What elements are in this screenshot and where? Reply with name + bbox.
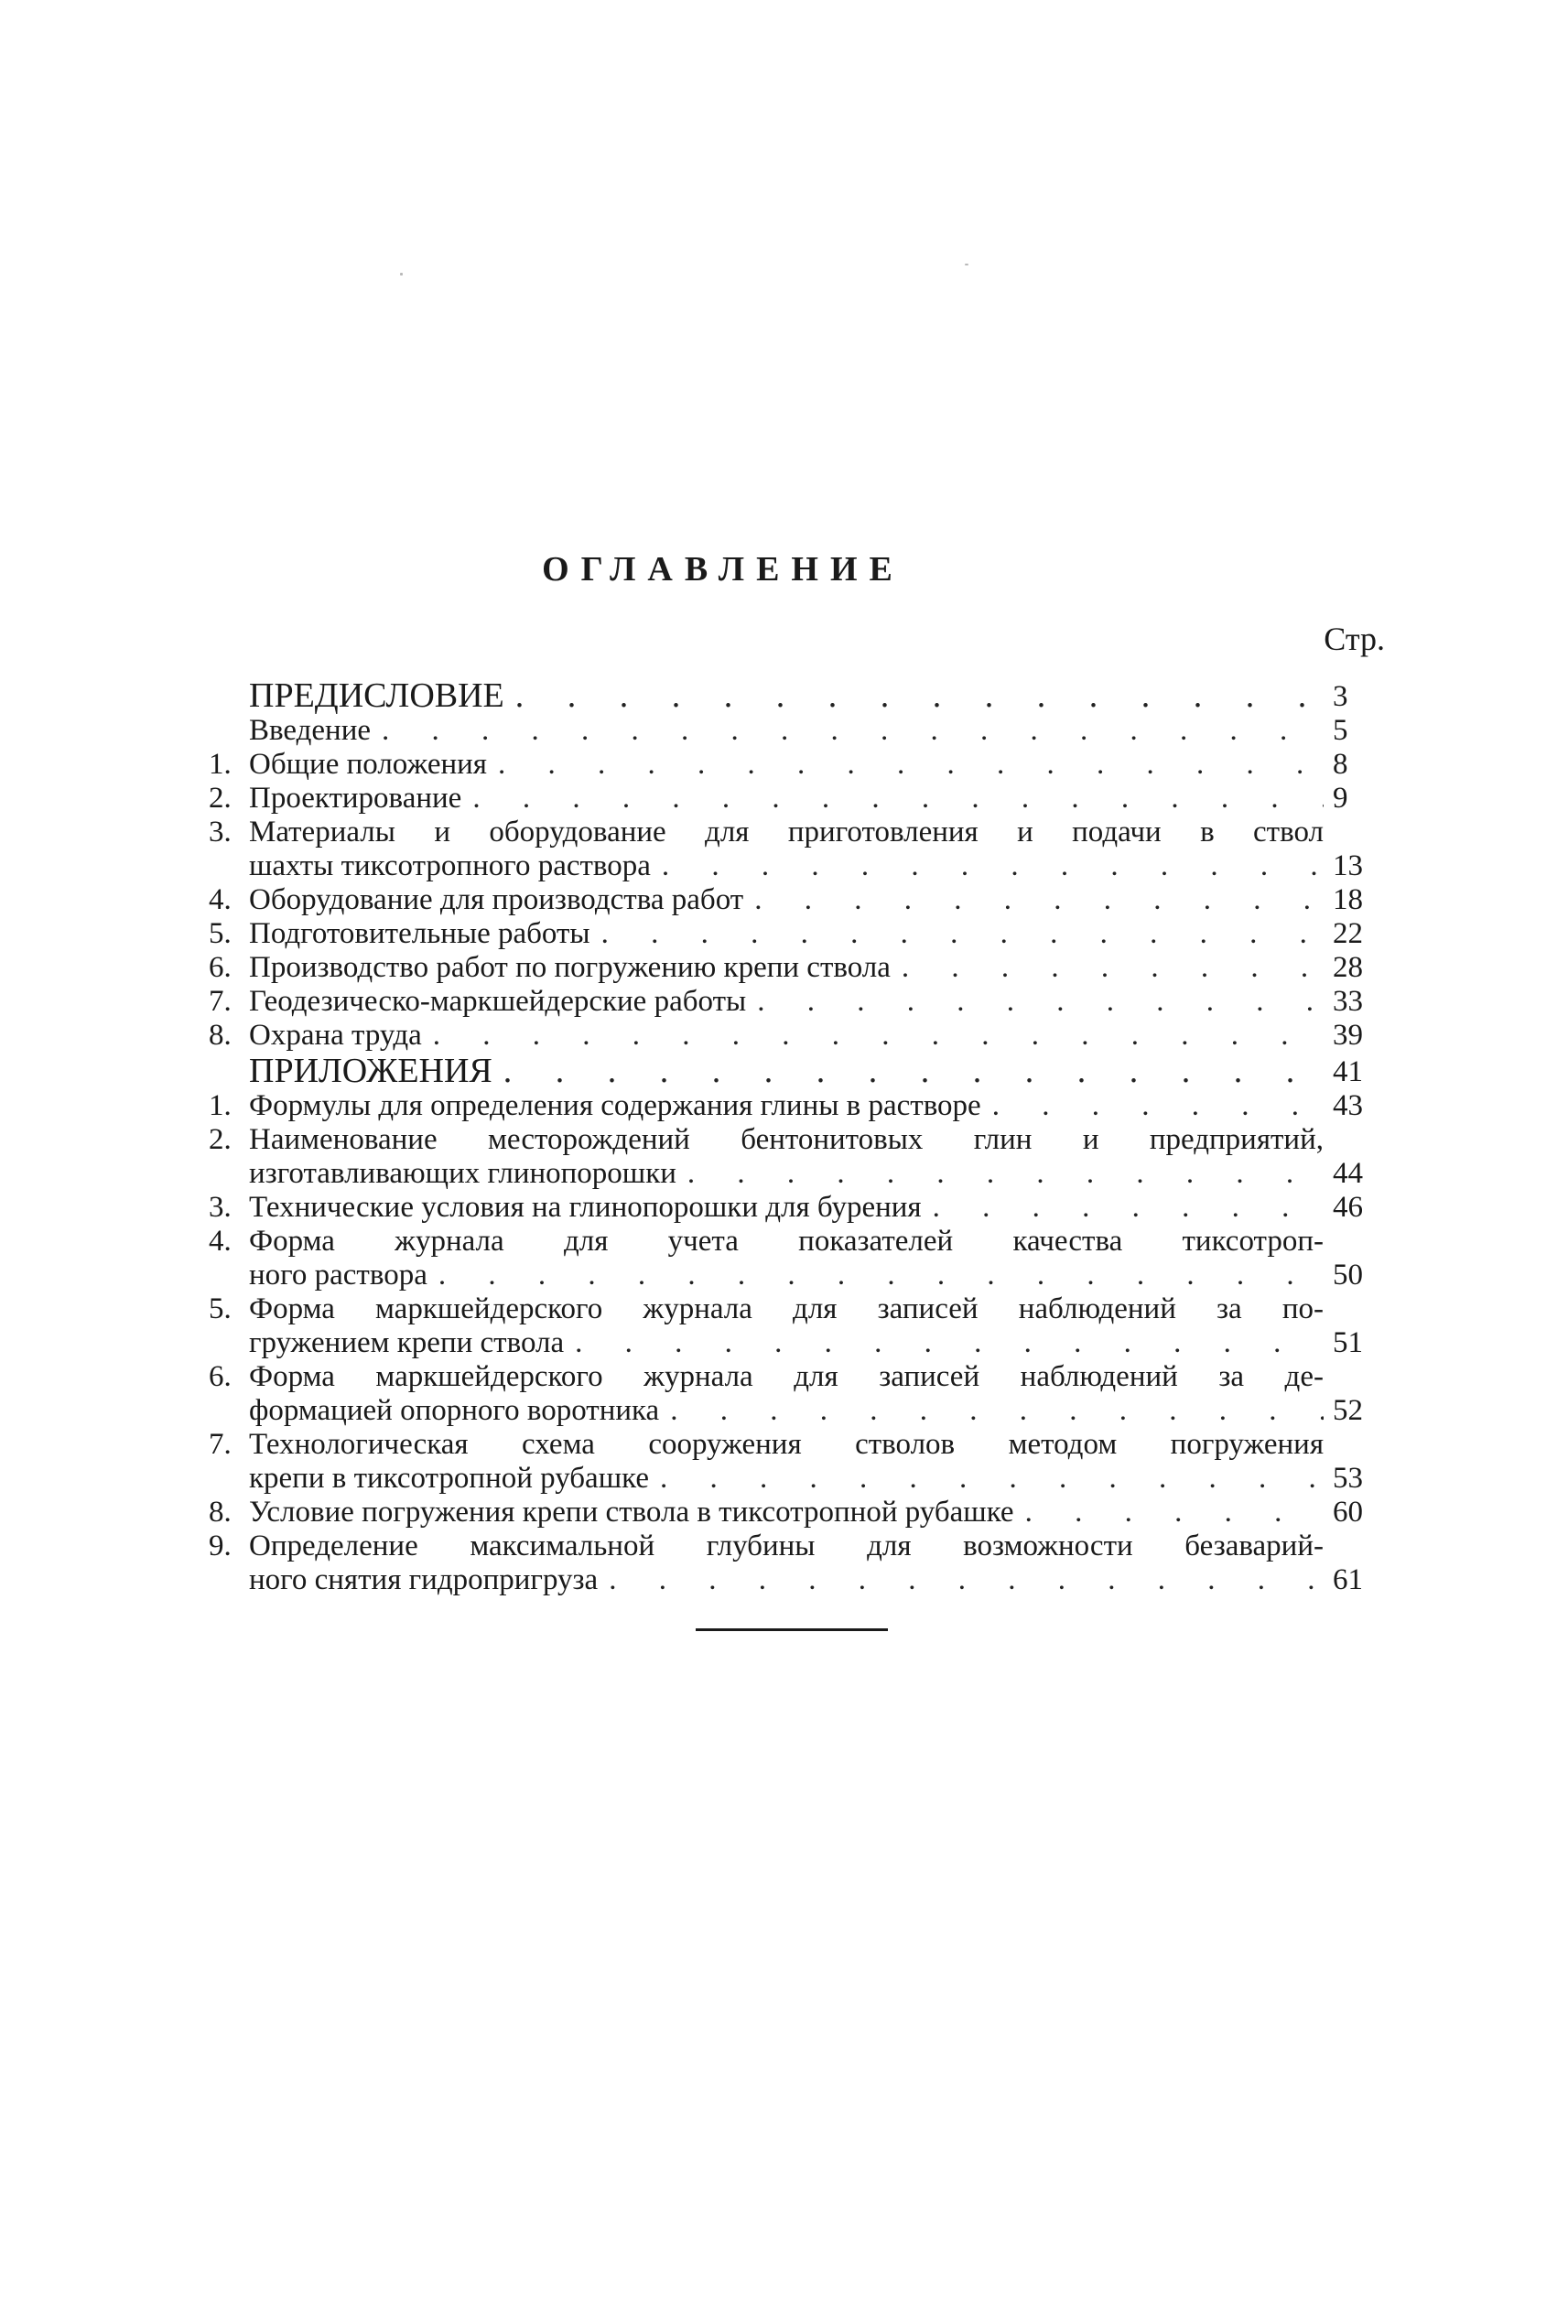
toc-entry-text — [249, 1019, 1324, 1053]
toc-entry — [209, 1292, 1388, 1360]
dot-leader — [651, 849, 1324, 883]
toc-entry — [209, 748, 1388, 782]
toc-entry-text — [249, 714, 1324, 748]
toc-entry-line — [249, 985, 1324, 1019]
dot-leader — [598, 1563, 1324, 1597]
toc-entry-title: Условие погружения крепи ствола в тиксотропной рубашке — [249, 1496, 1014, 1529]
toc-entry-title: формацией опорного воротника — [249, 1394, 660, 1427]
dot-leader — [422, 1019, 1324, 1053]
dot-leader — [891, 951, 1324, 985]
dot-leader — [427, 1259, 1324, 1292]
toc-page-number: 60 — [1333, 1496, 1363, 1529]
toc-entry-line — [249, 748, 1324, 782]
toc-entry — [209, 1019, 1388, 1053]
table-of-contents — [209, 677, 1388, 1597]
toc-section-heading — [209, 1053, 1388, 1089]
toc-entry-title: гружением крепи ствола — [249, 1326, 565, 1359]
toc-entry — [209, 1225, 1388, 1292]
toc-entry-number: 8. — [209, 1019, 232, 1052]
dot-leader — [922, 1191, 1324, 1225]
toc-entry-line — [249, 1428, 1324, 1462]
dot-leader — [676, 1157, 1324, 1191]
closing-rule — [696, 1628, 888, 1631]
toc-entry — [209, 1360, 1388, 1428]
toc-entry-text — [249, 1428, 1324, 1496]
toc-entry-number: 7. — [209, 985, 232, 1018]
dot-leader — [590, 917, 1324, 951]
toc-entry-text — [249, 1496, 1324, 1530]
toc-entry-line — [249, 677, 1324, 714]
toc-entry-title: Геодезическо-маркшейдерские работы — [249, 985, 747, 1018]
toc-entry-line — [249, 1360, 1324, 1394]
dot-leader — [504, 677, 1324, 714]
toc-entry-line — [249, 1089, 1324, 1123]
toc-entry-title: ПРИЛОЖЕНИЯ — [249, 1052, 492, 1090]
toc-entry-line — [249, 714, 1324, 748]
scan-speck — [965, 264, 968, 265]
page-column-label: Стр. — [1324, 621, 1385, 657]
toc-page-number: 5 — [1333, 714, 1348, 747]
toc-entry-number: 3. — [209, 816, 232, 849]
toc-entry-line — [249, 1563, 1324, 1597]
dot-leader — [371, 714, 1324, 748]
toc-entry-text — [249, 1191, 1324, 1225]
toc-entry-text — [249, 1053, 1324, 1089]
toc-page-number: 9 — [1333, 782, 1348, 815]
toc-entry-line — [249, 1157, 1324, 1191]
toc-page-number: 43 — [1333, 1089, 1363, 1122]
page-title: ОГЛАВЛЕНИЕ — [542, 550, 904, 589]
toc-entry-line — [249, 883, 1324, 917]
dot-leader — [649, 1462, 1324, 1496]
toc-page-number: 13 — [1333, 849, 1363, 882]
toc-entry-text — [249, 1123, 1324, 1191]
toc-page-number: 8 — [1333, 748, 1348, 781]
toc-entry-number: 9. — [209, 1530, 232, 1562]
toc-entry-title: ПРЕДИСЛОВИЕ — [249, 676, 504, 715]
scan-speck — [400, 273, 403, 276]
toc-page-number: 41 — [1333, 1055, 1363, 1088]
toc-entry-text — [249, 1530, 1324, 1597]
toc-entry-text — [249, 917, 1324, 951]
toc-page-number: 39 — [1333, 1019, 1363, 1052]
toc-entry — [209, 883, 1388, 917]
toc-entry-line — [249, 1191, 1324, 1225]
dot-leader — [743, 883, 1324, 917]
toc-entry-number: 4. — [209, 1225, 232, 1258]
dot-leader — [746, 985, 1324, 1019]
toc-entry — [209, 1496, 1388, 1530]
toc-entry-number: 4. — [209, 883, 232, 916]
toc-entry-number: 1. — [209, 1089, 232, 1122]
toc-entry-title: ного раствора — [249, 1259, 427, 1292]
toc-entry-line — [249, 849, 1324, 883]
toc-entry — [209, 985, 1388, 1019]
toc-entry-line — [249, 1292, 1324, 1326]
toc-entry-title: Подготовительные работы — [249, 917, 590, 950]
toc-entry-number: 5. — [209, 1292, 232, 1325]
toc-entry-line — [249, 1225, 1324, 1259]
toc-page-number: 51 — [1333, 1326, 1363, 1359]
toc-page-number: 46 — [1333, 1191, 1363, 1224]
toc-page-number: 44 — [1333, 1157, 1363, 1190]
toc-entry-title: Оборудование для производства работ — [249, 883, 744, 916]
toc-entry — [209, 1123, 1388, 1191]
toc-entry-title: Технические условия на глинопорошки для бурения — [249, 1191, 922, 1224]
toc-entry-line — [249, 1462, 1324, 1496]
toc-entry-number: 2. — [209, 782, 232, 815]
toc-entry-text — [249, 782, 1324, 816]
toc-entry — [209, 1428, 1388, 1496]
toc-page-number: 61 — [1333, 1563, 1363, 1596]
toc-entry — [209, 714, 1388, 748]
toc-entry-text — [249, 748, 1324, 782]
toc-entry-line — [249, 1326, 1324, 1360]
toc-entry-title: крепи в тиксотропной рубашке — [249, 1462, 649, 1495]
toc-entry-text — [249, 816, 1324, 883]
toc-entry-text — [249, 883, 1324, 917]
toc-entry-text — [249, 1292, 1324, 1360]
toc-entry-line — [249, 1530, 1324, 1563]
dot-leader — [981, 1089, 1324, 1123]
toc-page-number: 50 — [1333, 1259, 1363, 1292]
toc-entry-title: Форма маркшейдерского журнала для записей наблюдений за де- — [249, 1360, 1324, 1393]
toc-entry-title: Материалы и оборудование для приготовления и подачи в ствол — [249, 816, 1324, 849]
toc-entry-title: Охрана труда — [249, 1019, 422, 1052]
toc-page-number: 53 — [1333, 1462, 1363, 1495]
toc-entry — [209, 951, 1388, 985]
dot-leader — [1014, 1496, 1324, 1530]
toc-entry-number: 5. — [209, 917, 232, 950]
toc-entry-title: изготавливающих глинопорошки — [249, 1157, 676, 1190]
toc-entry-text — [249, 951, 1324, 985]
dot-leader — [461, 782, 1324, 816]
toc-entry-title: Формулы для определения содержания глины в растворе — [249, 1089, 981, 1122]
toc-entry-title: Наименование месторождений бентонитовых глин и предприятий, — [249, 1123, 1324, 1156]
toc-entry — [209, 1191, 1388, 1225]
toc-entry-line — [249, 816, 1324, 849]
toc-page-number: 52 — [1333, 1394, 1363, 1427]
toc-page-number: 28 — [1333, 951, 1363, 984]
toc-entry-text — [249, 985, 1324, 1019]
toc-entry-line — [249, 1394, 1324, 1428]
toc-entry-title: Введение — [249, 714, 372, 747]
toc-entry-line — [249, 782, 1324, 816]
toc-entry — [209, 917, 1388, 951]
toc-entry — [209, 816, 1388, 883]
toc-entry-line — [249, 1123, 1324, 1157]
toc-entry-number: 2. — [209, 1123, 232, 1156]
toc-section-heading — [209, 677, 1388, 714]
toc-page-number: 18 — [1333, 883, 1363, 916]
toc-entry — [209, 1530, 1388, 1597]
toc-entry-number: 6. — [209, 1360, 232, 1393]
toc-page-number: 3 — [1333, 680, 1348, 713]
toc-page-number: 33 — [1333, 985, 1363, 1018]
toc-entry-title: Форма журнала для учета показателей качества тиксотроп- — [249, 1225, 1324, 1258]
toc-entry-number: 3. — [209, 1191, 232, 1224]
toc-page-number: 22 — [1333, 917, 1363, 950]
toc-entry-title: шахты тиксотропного раствора — [249, 849, 651, 882]
toc-entry — [209, 782, 1388, 816]
dot-leader — [487, 748, 1324, 782]
toc-entry-number: 8. — [209, 1496, 232, 1529]
toc-entry-number: 6. — [209, 951, 232, 984]
toc-entry-line — [249, 951, 1324, 985]
toc-entry-number: 1. — [209, 748, 232, 781]
toc-entry-title: ного снятия гидропригруза — [249, 1563, 599, 1596]
toc-entry-title: Форма маркшейдерского журнала для записей наблюдений за по- — [249, 1292, 1324, 1325]
toc-entry-line — [249, 917, 1324, 951]
dot-leader — [659, 1394, 1324, 1428]
toc-entry-title: Общие положения — [249, 748, 487, 781]
toc-entry-title: Проектирование — [249, 782, 462, 815]
toc-entry — [209, 1089, 1388, 1123]
toc-entry-title: Производство работ по погружению крепи ствола — [249, 951, 891, 984]
toc-entry-number: 7. — [209, 1428, 232, 1461]
toc-entry-line — [249, 1019, 1324, 1053]
dot-leader — [492, 1053, 1324, 1089]
toc-entry-text — [249, 1225, 1324, 1292]
toc-entry-title: Определение максимальной глубины для возможности безаварий- — [249, 1530, 1324, 1562]
dot-leader — [564, 1326, 1324, 1360]
toc-entry-text — [249, 1360, 1324, 1428]
toc-entry-line — [249, 1496, 1324, 1530]
toc-entry-title: Технологическая схема сооружения стволов методом погружения — [249, 1428, 1324, 1461]
toc-entry-line — [249, 1053, 1324, 1089]
toc-entry-line — [249, 1259, 1324, 1292]
toc-entry-text — [249, 677, 1324, 714]
toc-entry-text — [249, 1089, 1324, 1123]
